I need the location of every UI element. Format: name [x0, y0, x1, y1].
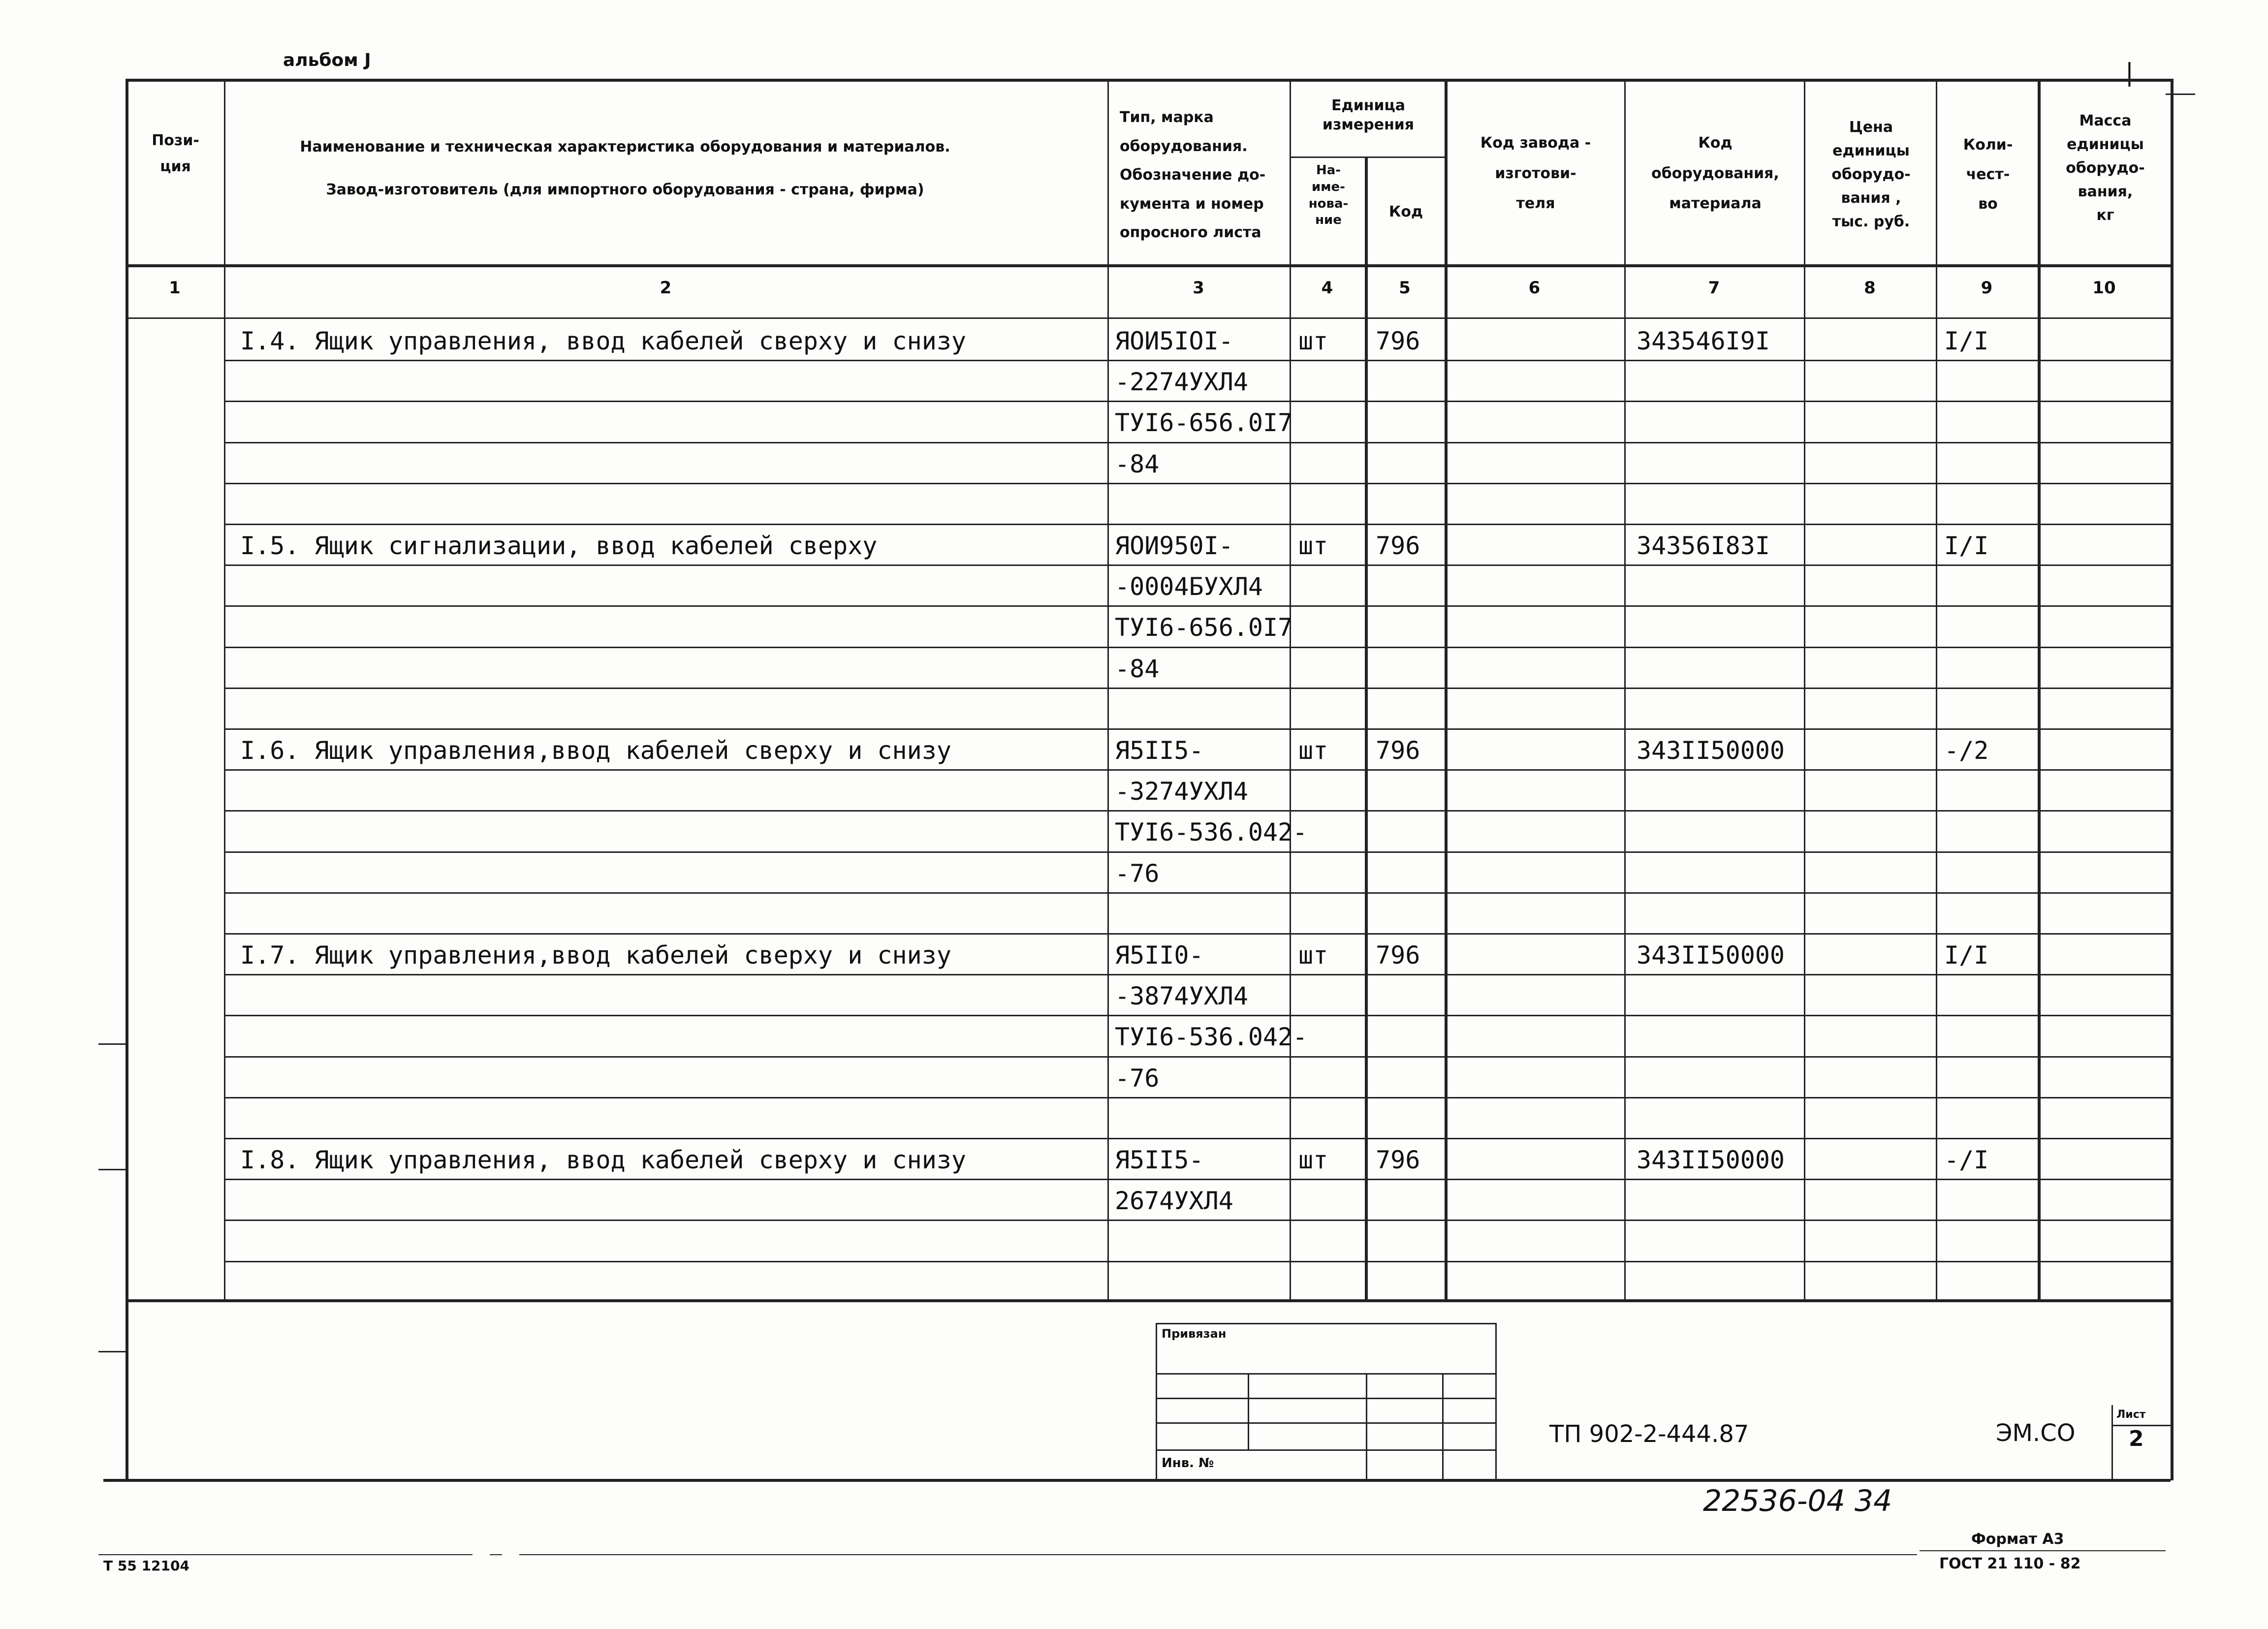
gost-label: ГОСТ 21 110 - 82 [1939, 1555, 2081, 1572]
item-unit-code: 796 [1376, 532, 1420, 560]
item-type: ТУI6-656.0I7 [1115, 613, 1293, 642]
header-equipment-code: Код оборудования, материала [1651, 134, 1779, 212]
column-number: 5 [1399, 278, 1411, 298]
column-number: 3 [1193, 278, 1204, 298]
column-number: 4 [1321, 278, 1333, 298]
item-quantity: -/I [1944, 1146, 1989, 1174]
inventory-label: Инв. № [1162, 1456, 1214, 1471]
column-number: 6 [1528, 278, 1541, 298]
item-unit-code: 796 [1376, 1146, 1420, 1174]
item-equipment-code: 343546I9I [1637, 327, 1770, 355]
handwritten-number: 22536-04 34 [1703, 1484, 1892, 1518]
item-type: ЯОИ950I- [1115, 532, 1233, 560]
item-equipment-code: 343II50000 [1637, 941, 1785, 970]
item-type: -84 [1115, 654, 1160, 683]
item-quantity: I/I [1944, 941, 1989, 970]
header-factory-code: Код завода - изготови- теля [1480, 134, 1591, 212]
item-unit: шт [1298, 327, 1328, 355]
item-unit-code: 796 [1376, 941, 1420, 970]
sheet-label: Лист [2116, 1409, 2146, 1421]
format-label: Формат А3 [1971, 1531, 2064, 1548]
item-unit-code: 796 [1376, 736, 1420, 765]
header-unit: Единица измерения [1322, 97, 1415, 133]
corner-mark: | [2125, 58, 2134, 87]
item-name: I.7. Ящик управления,ввод кабелей сверху и снизу [240, 941, 951, 970]
item-name: I.5. Ящик сигнализации, ввод кабелей сверху [240, 532, 878, 560]
header-position: Пози- ция [152, 132, 199, 175]
header-mass: Масса единицы оборудо- вания, кг [2066, 112, 2145, 224]
item-unit: шт [1298, 941, 1328, 970]
item-type: Я5II5- [1115, 736, 1204, 765]
item-type: Я5II5- [1115, 1146, 1204, 1174]
item-unit-code: 796 [1376, 327, 1420, 355]
item-equipment-code: 343II50000 [1637, 736, 1785, 765]
item-name: I.8. Ящик управления, ввод кабелей сверху и снизу [240, 1146, 967, 1174]
item-type: ТУI6-536.042- [1115, 818, 1308, 847]
item-unit: шт [1298, 736, 1328, 765]
item-unit: шт [1298, 1146, 1328, 1174]
item-quantity: I/I [1944, 327, 1989, 355]
column-number: 9 [1981, 278, 1993, 298]
item-type: -76 [1115, 1064, 1160, 1093]
item-type: ТУI6-536.042- [1115, 1023, 1308, 1052]
item-type: -0004БУХЛ4 [1115, 572, 1263, 601]
item-type: Я5II0- [1115, 941, 1204, 970]
item-name: I.6. Ящик управления,ввод кабелей сверху и снизу [240, 736, 951, 765]
header-unit-name: На- име- нова- ние [1308, 163, 1349, 228]
item-type: -84 [1115, 449, 1160, 478]
column-number: 8 [1864, 278, 1876, 298]
item-unit: шт [1298, 532, 1328, 560]
column-number: 7 [1708, 278, 1720, 298]
left-code: Т 55 12104 [103, 1558, 189, 1574]
header-type: Тип, марка оборудования. Обозначение до- кумента и номер опросного листа [1120, 109, 1266, 241]
doc-code: ТП 902-2-444.87 [1549, 1420, 1749, 1448]
header-unit-code: Код [1388, 203, 1423, 220]
item-equipment-code: 34356I83I [1637, 532, 1770, 560]
item-name: I.4. Ящик управления, ввод кабелей сверху и снизу [240, 327, 967, 355]
item-type: -2274УХЛ4 [1115, 368, 1248, 397]
item-equipment-code: 343II50000 [1637, 1146, 1785, 1174]
section-code: ЭМ.СО [1996, 1419, 2076, 1447]
header-name: Наименование и техническая характеристика оборудования и материалов. Завод-изготовитель (для импортного оборудования - страна, фирма) [300, 138, 950, 198]
column-number: 1 [169, 278, 181, 298]
album-label: альбом J [283, 50, 371, 70]
column-number: 10 [2092, 278, 2116, 298]
item-type: -3874УХЛ4 [1115, 982, 1248, 1011]
item-type: 2674УХЛ4 [1115, 1187, 1233, 1216]
header-price: Цена единицы оборудо- вания , тыс. руб. [1831, 119, 1911, 230]
item-quantity: -/2 [1944, 736, 1989, 765]
item-type: -3274УХЛ4 [1115, 777, 1248, 806]
item-type: -76 [1115, 859, 1160, 888]
item-quantity: I/I [1944, 532, 1989, 560]
privyazan-label: Привязан [1162, 1327, 1227, 1341]
header-quantity: Коли- чест- во [1963, 136, 2013, 213]
column-number: 2 [660, 278, 672, 298]
item-type: ТУI6-656.0I7 [1115, 408, 1293, 438]
item-type: ЯОИ5IOI- [1115, 327, 1233, 355]
sheet-number: 2 [2129, 1426, 2144, 1451]
